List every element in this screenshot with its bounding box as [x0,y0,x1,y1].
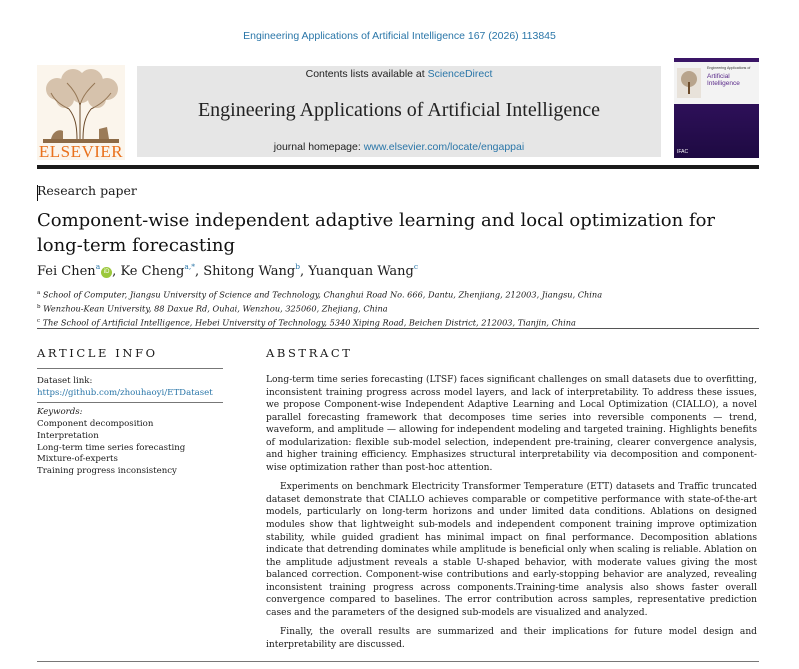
contents-prefix: Contents lists available at [305,68,425,80]
contents-line [137,68,661,80]
abstract-paragraph: Long-term time series forecasting (LTSF) faces significant challenges on small datasets due to overfitting, inconsistent training progress across model layers, and lack of interpretability. To address these issues, we propose Component-wise Independent Adaptive Learning and Local Optimization (CIALLO), a novel parallel forecasting framework that decomposes time series into reversible components — trend, waveform, and amplitude — allowing for independent modeling and targeted training. Highlights benefits of modularization: flexible sub-model selection, independent pre-training, clearer convergence analysis, and higher training efficiency. Emphasizes structural interpretability via decomposition and component-wise optimization rather than post-hoc attention. [266,375,757,473]
cover-title-band [674,62,759,104]
abstract-paragraph: Experiments on benchmark Electricity Transformer Temperature (ETT) datasets and Traffic truncated dataset demonstrate that CIALLO achieves comparable or competitive performance with state-of-the-art models, particularly on long-term horizons and under limited data conditions. Ablations on designed modules show that lightweight sub-models and independent component training improve optimization stability, while guided gradient has minimal impact on final performance. Decomposition ablations indicate that detrending dominates while amplitude is beneficial only when scaling is reliable. Ablation on the amplitude adjustment reveals a stable U-shaped behavior, with moderate values giving the most balanced correction. Component-wise contributions and early-stopping behavior are analyzed, revealing inconsistent training progress across components.Training-time analysis also shows faster overall convergence compared to baselines. The error contribution across samples, representative prediction cases and the parameters of the designed sub-models are visualized and analyzed. [266,482,757,618]
dataset-link[interactable]: https://github.com/zhouhaoyi/ETDataset [37,388,213,398]
journal-homepage-link[interactable]: www.elsevier.com/locate/engappai [363,141,525,153]
author-separator: , [194,264,204,279]
author-list [37,262,418,279]
author-affil-ref[interactable]: c [413,262,419,271]
journal-homepage-line [137,141,661,153]
keyword: Training progress inconsistency [37,466,177,477]
cover-subtitle: Engineering Applications of [707,66,751,70]
author-affil-ref[interactable]: b [295,262,301,271]
keyword: Long-term time series forecasting [37,442,186,453]
author-affil-ref[interactable]: a [95,262,101,271]
affiliation-text: School of Computer, Jiangsu University of Science and Technology, Changhui Road No. 666, Dantu, Zhenjiang, 212003, Jiangsu, China [42,289,603,300]
affiliation-marker: c [37,318,41,325]
paper-title: Component-wise independent adaptive learning and local optimization for long-term forecasting [37,210,716,256]
author-separator: , [112,264,121,279]
homepage-prefix: journal homepage: [273,141,361,153]
footer-divider [37,661,759,662]
author-separator: , [300,264,309,279]
sciencedirect-link[interactable]: ScienceDirect [427,68,493,80]
affiliation [37,287,602,301]
dataset-prefix: Dataset link: [37,376,93,386]
keywords-divider [37,402,223,403]
cover-logo-icon [677,68,701,98]
author-name[interactable]: Ke Cheng [120,264,185,279]
journal-citation[interactable]: Engineering Applications of Artificial Intelligence 167 (2026) 113845 [243,30,556,42]
abstract-paragraph: Finally, the overall results are summarized and their implications for future model design and interpretability are discussed. [266,627,757,650]
author-name[interactable]: Yuanquan Wang [308,264,414,279]
journal-title: Engineering Applications of Artificial Intelligence [197,99,601,121]
abstract-heading: ABSTRACT [266,346,353,360]
article-info-divider [37,368,223,369]
keyword: Mixture-of-experts [37,454,118,465]
section-divider [37,328,759,329]
affiliation-marker: b [37,304,41,311]
author-name[interactable]: Shitong Wang [203,264,296,279]
affiliation [37,301,602,315]
dataset-link-block [37,375,227,399]
keyword: Component decomposition [37,419,154,429]
affiliation-text: Wenzhou-Kean University, 88 Daxue Rd, Ouhai, Wenzhou, 325060, Zhejiang, China [43,303,388,314]
affiliation-text: The School of Artificial Intelligence, Hebei University of Technology, 5340 Xiping Road, Beichen District, 212003, Tianjin, China [42,318,576,329]
article-info-heading: ARTICLE INFO [37,346,158,360]
article-type: Research paper [37,183,137,198]
keywords-list [37,419,185,478]
author-affil-ref[interactable]: a,* [184,262,195,271]
journal-masthead [137,66,661,157]
journal-cover-thumbnail[interactable] [674,58,759,158]
orcid-icon[interactable]: iD [101,267,112,278]
affiliation-list [37,287,602,330]
cover-footer-logo: IFAC [677,149,689,155]
affiliation-marker: a [37,290,41,296]
keywords-heading: Keywords: [37,407,83,417]
publisher-wordmark[interactable]: ELSEVIER [38,142,124,161]
abstract-body [266,374,757,651]
author-name[interactable]: Fei Chen [37,264,96,279]
cover-title: Artificial Intelligence [707,73,740,87]
keyword: Interpretation [37,430,99,441]
header-divider [37,165,759,169]
